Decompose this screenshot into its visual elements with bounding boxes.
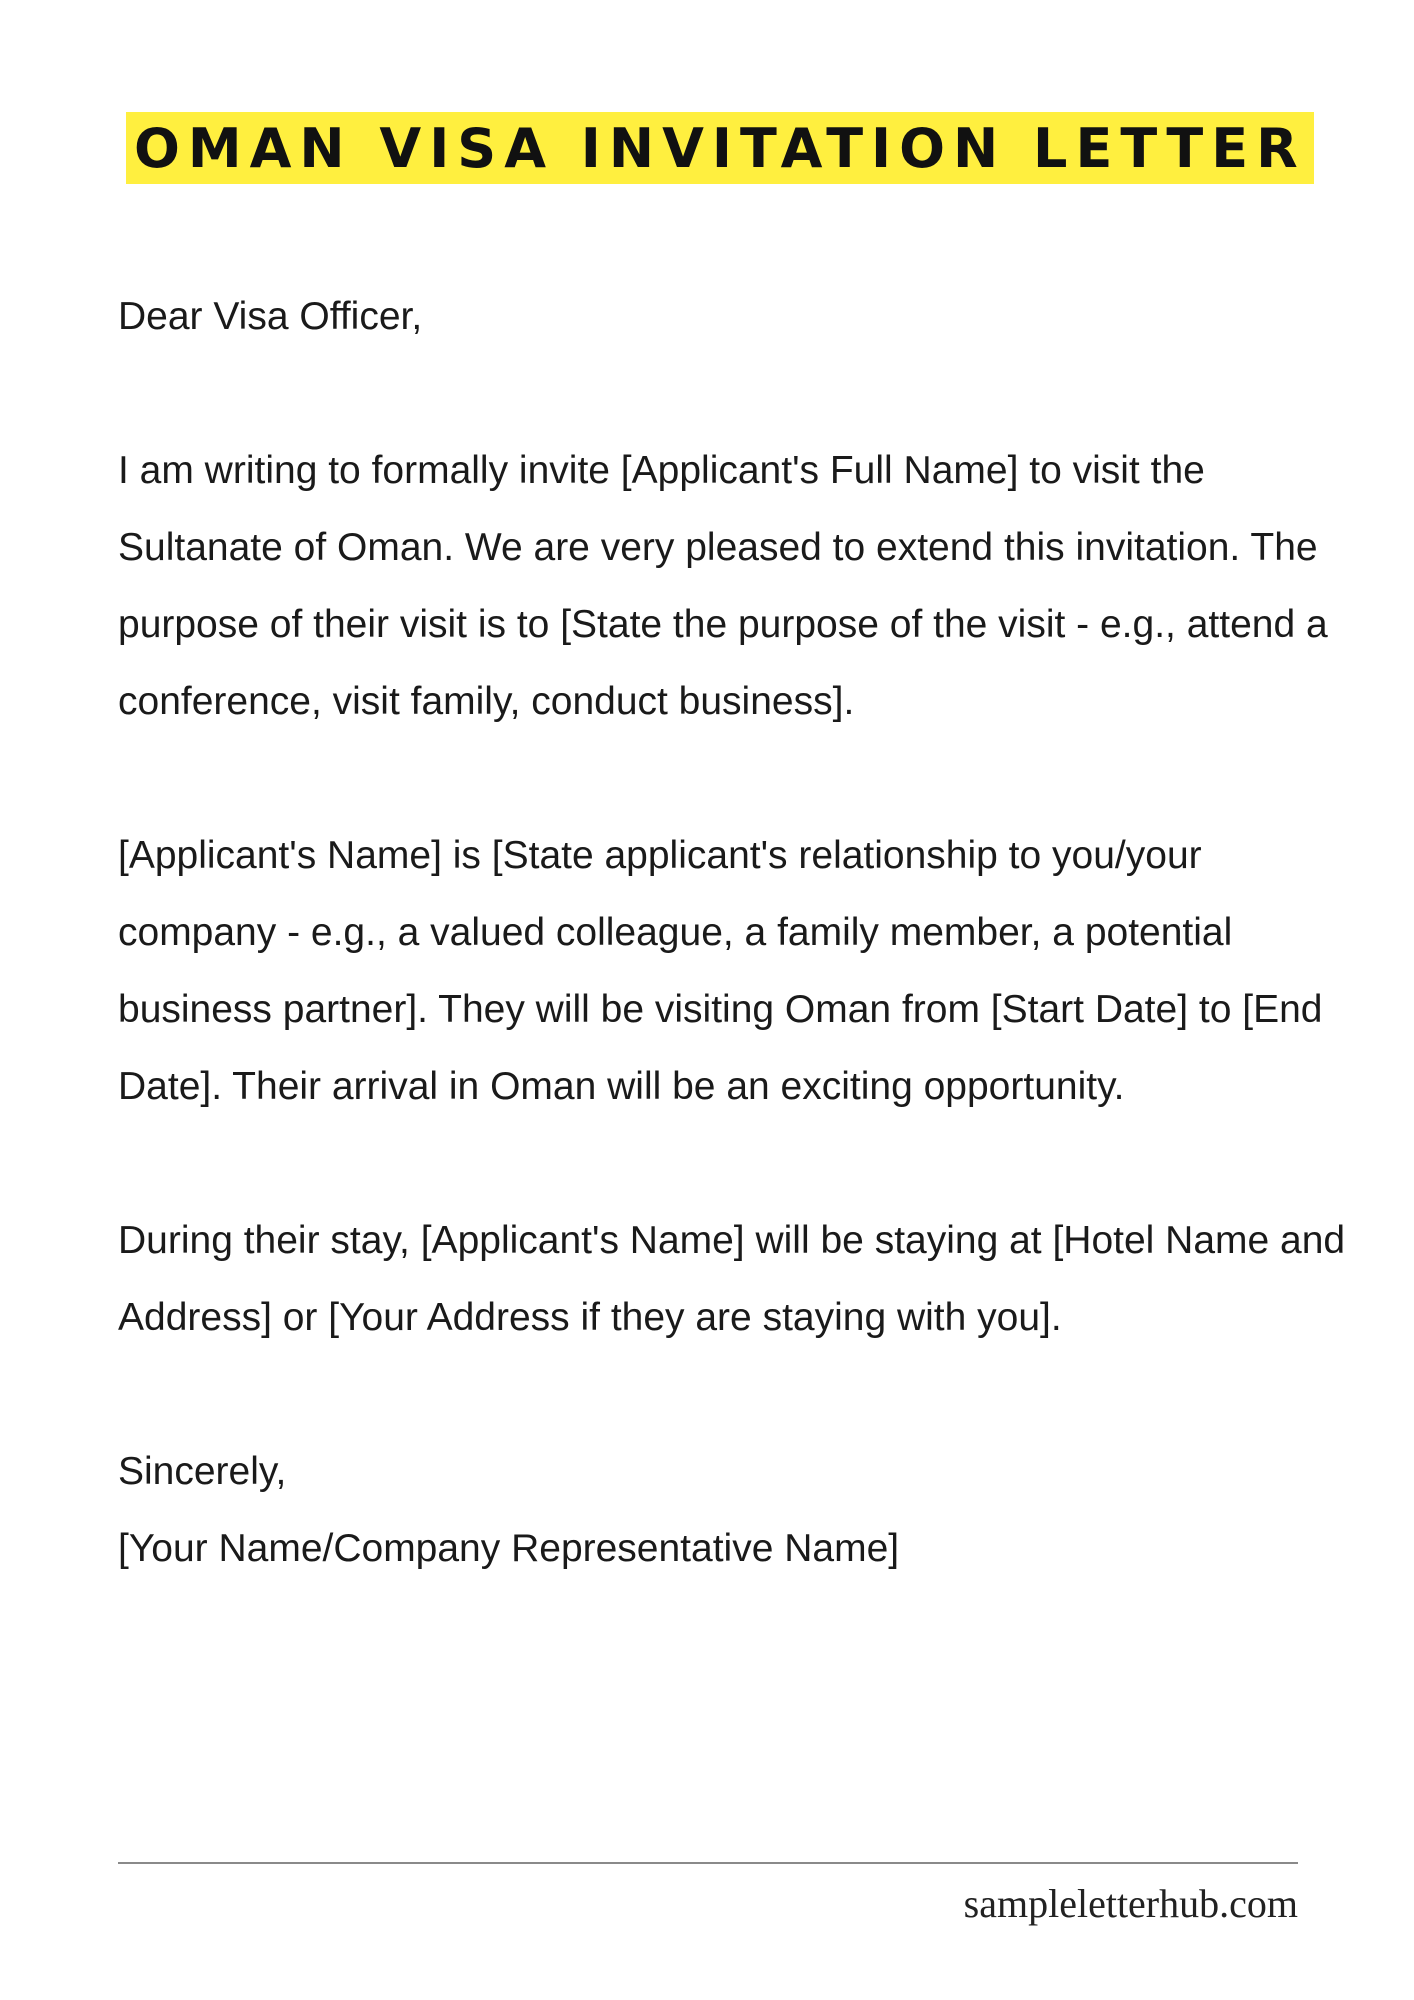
paragraph-accommodation: During their stay, [Applicant's Name] will be staying at [Hotel Name and Address] or [Your Address if they are staying with you].: [118, 1219, 1346, 1339]
footer-divider: [118, 1862, 1298, 1864]
title-highlight: [126, 112, 1314, 184]
salutation: Dear Visa Officer,: [118, 295, 423, 338]
paragraph-relationship: [Applicant's Name] is [State applicant's relationship to you/your company - e.g., a valued colleague, a family member, a potential business partner]. They will be visiting Oman from [Start Date] to [End Date]. Their arrival in Oman will be an exciting opportunity.: [118, 834, 1323, 1108]
paragraph-purpose: I am writing to formally invite [Applicant's Full Name] to visit the Sultanate of Oman. We are very pleased to extend this invitation. The purpose of their visit is to [State the purpose of the visit - e.g., attend a conference, visit family, conduct business].: [118, 449, 1328, 723]
letter-body: [118, 278, 1358, 1587]
document-title: OMAN VISA INVITATION LETTER: [134, 116, 1306, 180]
signature: [Your Name/Company Representative Name]: [118, 1527, 900, 1570]
footer-website: sampleletterhub.com: [963, 1881, 1298, 1926]
closing: Sincerely,: [118, 1450, 287, 1493]
